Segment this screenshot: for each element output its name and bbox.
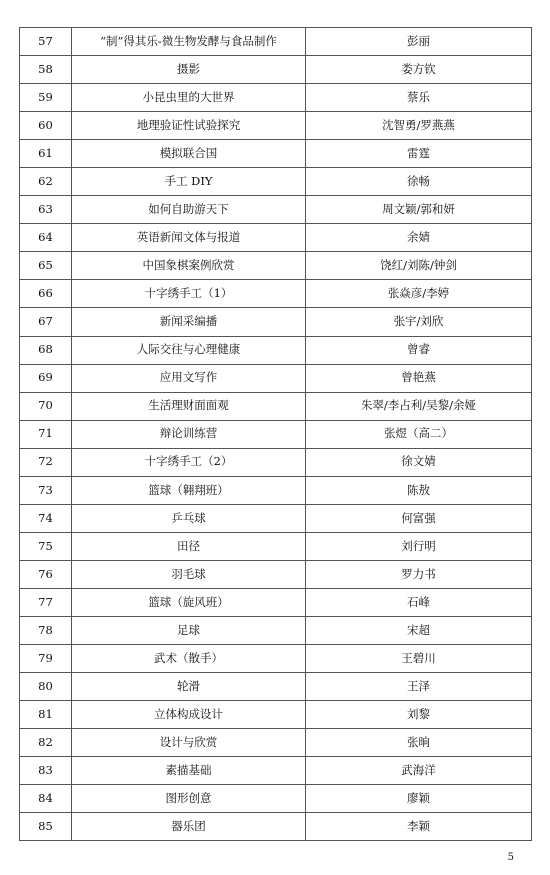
table-row [20,168,532,196]
course-name: 立体构成设计 [72,701,306,729]
row-number: 82 [20,729,72,757]
table-row [20,196,532,224]
teacher-name: 张晌 [306,729,532,757]
table-row [20,729,532,757]
table-row [20,112,532,140]
teacher-name: 余婧 [306,224,532,252]
row-number: 64 [20,224,72,252]
table-row [20,616,532,644]
table-row [20,308,532,336]
course-name: 模拟联合国 [72,140,306,168]
teacher-name: 王泽 [306,673,532,701]
table-row [20,645,532,673]
row-number: 69 [20,364,72,392]
row-number: 71 [20,420,72,448]
teacher-name: 李颖 [306,813,532,841]
table-row [20,140,532,168]
row-number: 57 [20,28,72,56]
row-number: 74 [20,504,72,532]
row-number: 59 [20,84,72,112]
row-number: 84 [20,785,72,813]
teacher-name: 刘行明 [306,532,532,560]
course-name: 轮滑 [72,673,306,701]
page-number: 5 [507,852,514,863]
row-number: 67 [20,308,72,336]
row-number: 76 [20,560,72,588]
table-row [20,448,532,476]
course-name: 素描基础 [72,757,306,785]
table-row [20,532,532,560]
row-number: 77 [20,588,72,616]
course-name: “制”得其乐-微生物发酵与食品制作 [72,28,306,56]
row-number: 58 [20,56,72,84]
teacher-name: 武海洋 [306,757,532,785]
teacher-name: 宋超 [306,616,532,644]
teacher-name: 张焱彦/李婷 [306,280,532,308]
course-name: 新闻采编播 [72,308,306,336]
row-number: 83 [20,757,72,785]
table-row [20,280,532,308]
course-name: 篮球（旋风班） [72,588,306,616]
teacher-name: 娄方钦 [306,56,532,84]
course-name: 乒乓球 [72,504,306,532]
course-name: 图形创意 [72,785,306,813]
course-name: 田径 [72,532,306,560]
teacher-name: 雷霆 [306,140,532,168]
row-number: 72 [20,448,72,476]
course-name: 如何自助游天下 [72,196,306,224]
teacher-name: 曾睿 [306,336,532,364]
row-number: 79 [20,645,72,673]
row-number: 60 [20,112,72,140]
course-name: 应用文写作 [72,364,306,392]
table-row [20,476,532,504]
teacher-name: 何富强 [306,504,532,532]
table-row [20,504,532,532]
row-number: 65 [20,252,72,280]
table-row [20,701,532,729]
course-name: 辩论训练营 [72,420,306,448]
table-row [20,673,532,701]
table-row [20,757,532,785]
course-name: 手工 DIY [72,168,306,196]
course-name: 十字绣手工（2） [72,448,306,476]
course-name: 小昆虫里的大世界 [72,84,306,112]
row-number: 73 [20,476,72,504]
teacher-name: 罗力书 [306,560,532,588]
course-name: 地理验证性试验探究 [72,112,306,140]
row-number: 70 [20,392,72,420]
teacher-name: 蔡乐 [306,84,532,112]
table-row [20,364,532,392]
course-name: 生活理财面面观 [72,392,306,420]
teacher-name: 张宇/刘欣 [306,308,532,336]
row-number: 62 [20,168,72,196]
table-row [20,28,532,56]
table-row [20,252,532,280]
table-row [20,84,532,112]
teacher-name: 徐畅 [306,168,532,196]
row-number: 80 [20,673,72,701]
course-table-body [20,28,532,841]
row-number: 66 [20,280,72,308]
row-number: 78 [20,616,72,644]
row-number: 75 [20,532,72,560]
teacher-name: 沈智勇/罗燕燕 [306,112,532,140]
course-name: 十字绣手工（1） [72,280,306,308]
teacher-name: 朱翠/李占利/吴黎/余娅 [306,392,532,420]
teacher-name: 张煜（高二） [306,420,532,448]
table-row [20,588,532,616]
teacher-name: 石峰 [306,588,532,616]
row-number: 63 [20,196,72,224]
course-name: 器乐团 [72,813,306,841]
row-number: 61 [20,140,72,168]
row-number: 81 [20,701,72,729]
table-row [20,224,532,252]
table-row [20,813,532,841]
course-table [19,27,532,841]
course-name: 摄影 [72,56,306,84]
table-row [20,56,532,84]
course-name: 人际交往与心理健康 [72,336,306,364]
table-row [20,336,532,364]
teacher-name: 周文颖/郭和妍 [306,196,532,224]
row-number: 68 [20,336,72,364]
course-name: 武术（散手） [72,645,306,673]
course-name: 足球 [72,616,306,644]
course-name: 篮球（翱翔班） [72,476,306,504]
teacher-name: 饶红/刘陈/钟剑 [306,252,532,280]
table-row [20,785,532,813]
course-name: 设计与欣赏 [72,729,306,757]
teacher-name: 彭丽 [306,28,532,56]
teacher-name: 王碧川 [306,645,532,673]
teacher-name: 廖颖 [306,785,532,813]
teacher-name: 徐文婧 [306,448,532,476]
table-row [20,560,532,588]
course-name: 羽毛球 [72,560,306,588]
course-name: 英语新闻文体与报道 [72,224,306,252]
teacher-name: 陈敖 [306,476,532,504]
table-row [20,420,532,448]
row-number: 85 [20,813,72,841]
teacher-name: 刘黎 [306,701,532,729]
course-name: 中国象棋案例欣赏 [72,252,306,280]
teacher-name: 曾艳燕 [306,364,532,392]
table-row [20,392,532,420]
